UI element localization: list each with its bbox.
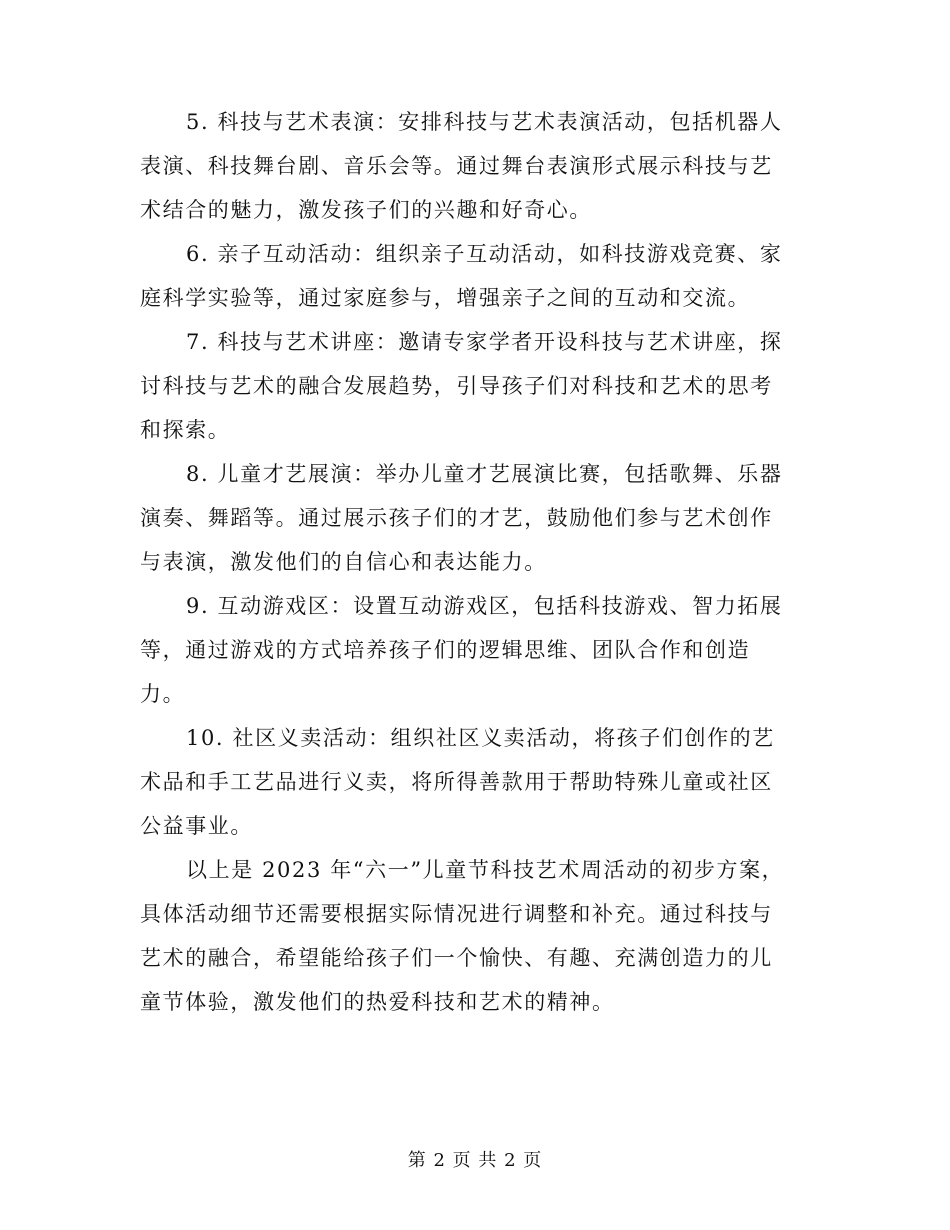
paragraph-line: 公益事业。 xyxy=(140,814,253,838)
paragraph-line: 术结合的魅力，激发孩子们的兴趣和好奇心。 xyxy=(140,198,592,222)
paragraph-item-5 xyxy=(140,100,808,232)
paragraph-line: 10. 社区义卖活动：组织社区义卖活动，将孩子们创作的艺 xyxy=(186,726,775,750)
paragraph-line: 8. 儿童才艺展演：举办儿童才艺展演比赛，包括歌舞、乐器 xyxy=(186,462,783,486)
paragraph-line: 庭科学实验等，通过家庭参与，增强亲子之间的互动和交流。 xyxy=(140,286,751,310)
paragraph-line: 艺术的融合，希望能给孩子们一个愉快、有趣、充满创造力的儿 xyxy=(140,946,773,970)
paragraph-line: 7. 科技与艺术讲座：邀请专家学者开设科技与艺术讲座，探 xyxy=(186,330,783,354)
paragraph-item-6 xyxy=(140,232,808,320)
paragraph-line: 6. 亲子互动活动：组织亲子互动活动，如科技游戏竞赛、家 xyxy=(186,242,783,266)
paragraph-line: 5. 科技与艺术表演：安排科技与艺术表演活动，包括机器人 xyxy=(186,110,783,134)
paragraph-line: 表演、科技舞台剧、音乐会等。通过舞台表演形式展示科技与艺 xyxy=(140,154,773,178)
paragraph-line: 讨科技与艺术的融合发展趋势，引导孩子们对科技和艺术的思考 xyxy=(140,374,773,398)
paragraph-item-10 xyxy=(140,716,808,848)
paragraph-line: 力。 xyxy=(140,682,186,706)
paragraph-item-7 xyxy=(140,320,808,452)
paragraph-summary xyxy=(140,848,808,1024)
paragraph-line: 童节体验，激发他们的热爱科技和艺术的精神。 xyxy=(140,990,615,1014)
paragraph-line: 演奏、舞蹈等。通过展示孩子们的才艺，鼓励他们参与艺术创作 xyxy=(140,506,773,530)
paragraph-line: 和探索。 xyxy=(140,418,231,442)
paragraph-line: 9. 互动游戏区：设置互动游戏区，包括科技游戏、智力拓展 xyxy=(186,594,783,618)
paragraph-line: 等，通过游戏的方式培养孩子们的逻辑思维、团队合作和创造 xyxy=(140,638,751,662)
paragraph-line: 术品和手工艺品进行义卖，将所得善款用于帮助特殊儿童或社区 xyxy=(140,770,773,794)
page-number-footer: 第 2 页 共 2 页 xyxy=(407,1150,543,1171)
paragraph-item-9 xyxy=(140,584,808,716)
paragraph-line: 与表演，激发他们的自信心和表达能力。 xyxy=(140,550,547,574)
paragraph-line: 以上是 2023 年“六一”儿童节科技艺术周活动的初步方案， xyxy=(186,858,785,882)
document-body xyxy=(140,100,808,1024)
paragraph-line: 具体活动细节还需要根据实际情况进行调整和补充。通过科技与 xyxy=(140,902,773,926)
paragraph-item-8 xyxy=(140,452,808,584)
